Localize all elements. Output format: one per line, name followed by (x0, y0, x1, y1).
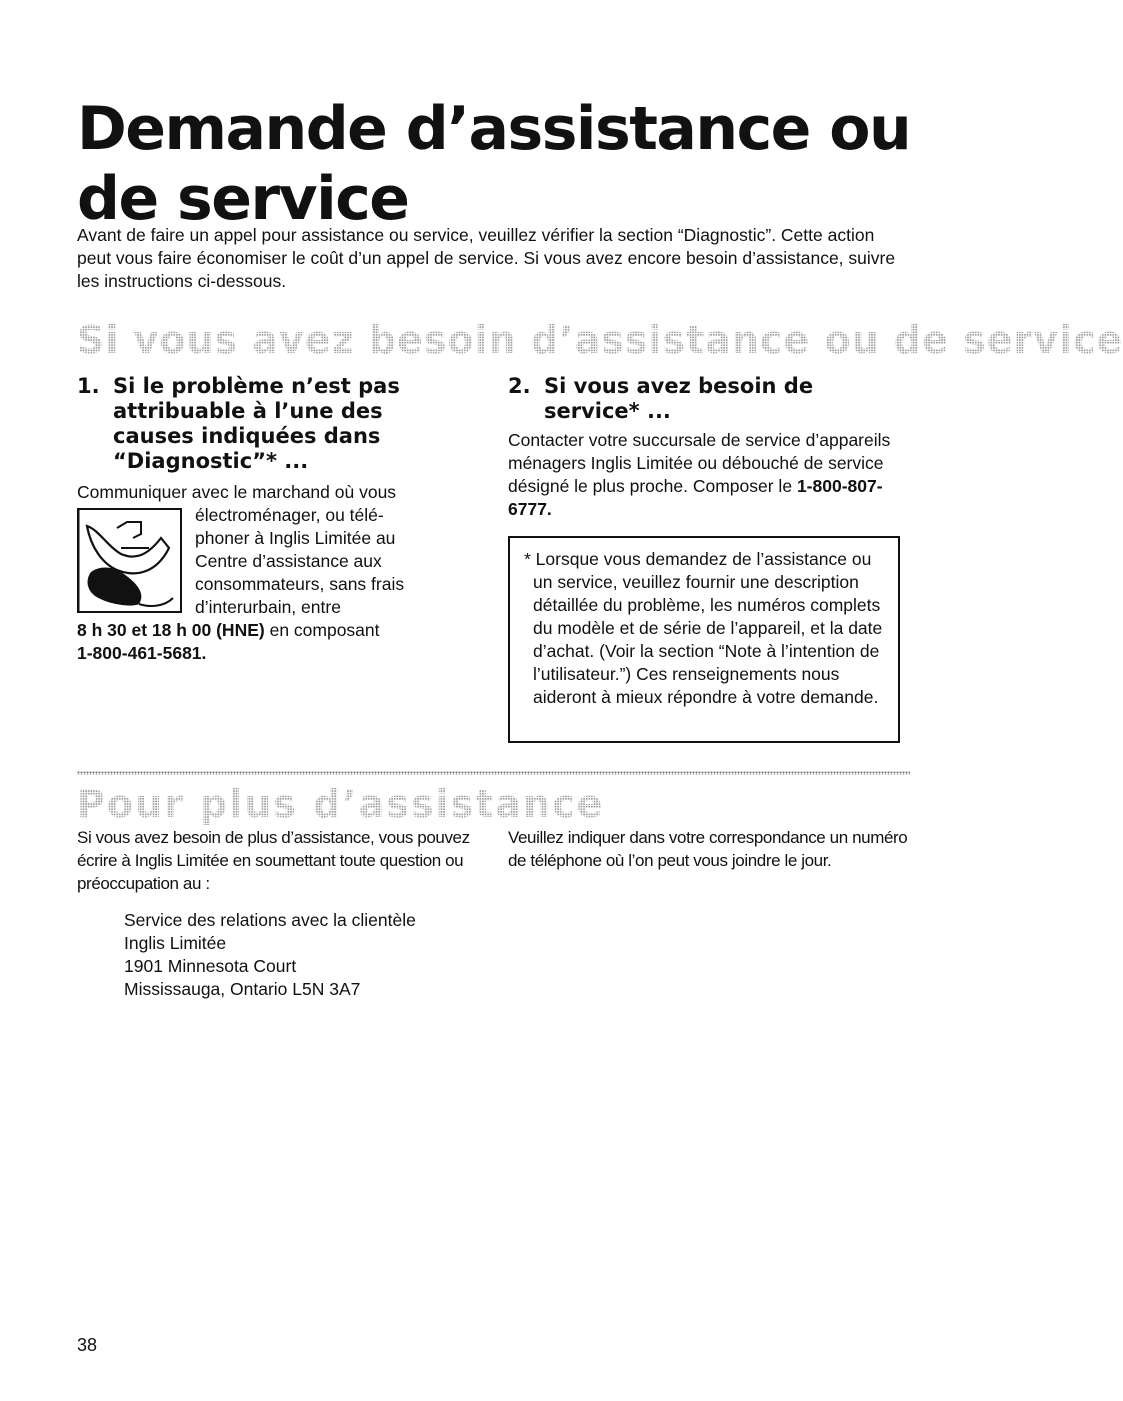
address-line: Service des relations avec la clientèle (124, 910, 416, 930)
phone-line: d’interurbain, entre (195, 597, 341, 617)
step-1-phone-block (77, 504, 457, 619)
more-help-right-text: Veuillez indiquer dans votre correspondance un numéro de téléphone où l’on peut vous joindre le jour. (508, 828, 908, 870)
step-1-lead: Communiquer avec le marchand où vous (77, 482, 397, 502)
more-help-left-column (77, 826, 487, 1001)
step-1-phone-text (195, 504, 465, 619)
address-line: Mississauga, Ontario L5N 3A7 (124, 979, 361, 999)
more-help-heading: Pour plus d’assistance (77, 782, 605, 826)
phone-line: Centre d’assistance aux (195, 551, 382, 571)
phone-line: phoner à Inglis Limitée au (195, 528, 396, 548)
step-1-title (77, 374, 457, 474)
telephone-icon (77, 508, 182, 613)
step-1-hours (77, 619, 457, 642)
more-help-right-column (508, 826, 908, 872)
note-text: * Lorsque vous demandez de l’assistance ou un service, veuillez fournir une description détaillée du problème, les numéros complets du modèle et de série de l’appareil, et la date d’achat. (Voir la section “Note à l’intention de l’utilisateur.”) Ces renseignements nous aideront à mieux répondre à votre demande. (524, 549, 883, 707)
step-2-title-text: Si vous avez besoin de service* ... (544, 374, 814, 423)
more-help-left-text: Si vous avez besoin de plus d’assistance, vous pouvez écrire à Inglis Limitée en soumettant toute question ou préoccupation au : (77, 828, 470, 893)
mailing-address (124, 909, 487, 1001)
phone-line: consommateurs, sans frais (195, 574, 405, 594)
address-line: Inglis Limitée (124, 933, 227, 953)
step-1-phone-number: 1-800-461-5681. (77, 643, 207, 663)
step-1-number: 1. (77, 374, 100, 398)
hours-text: 8 h 30 et 18 h 00 (HNE) (77, 620, 265, 640)
step-1-column (77, 374, 457, 665)
step-2-body (508, 429, 913, 521)
step-2-phone-number: 1-800-807-6777. (508, 476, 883, 519)
page-number: 38 (77, 1335, 98, 1355)
step-2-column (508, 374, 913, 521)
step-1-body (77, 481, 457, 665)
step-2-number: 2. (508, 374, 531, 398)
note-box (508, 536, 900, 743)
step-2-body-text: Contacter votre succursale de service d’appareils ménagers Inglis Limitée ou débouché de service désigné le plus proche. Composer le (508, 430, 891, 496)
step-1-title-text: Si le problème n’est pas attribuable à l’une des causes indiquées dans “Diagnostic”* ... (113, 374, 400, 473)
need-help-heading: Si vous avez besoin d’assistance ou de service (77, 318, 1123, 362)
intro-paragraph: Avant de faire un appel pour assistance ou service, veuillez vérifier la section “Diagnostic”. Cette action peut vous faire économiser le coût d’un appel de service. Si vous avez encore besoin d’assistance, suivre les instructions ci-dessous. (77, 225, 896, 291)
phone-line: électroménager, ou télé- (195, 505, 384, 525)
address-line: 1901 Minnesota Court (124, 956, 297, 976)
dotted-divider (77, 771, 910, 775)
step-2-title (508, 374, 913, 424)
hours-suffix: en composant (264, 620, 380, 640)
page-title: Demande d’assistance ou de service (77, 94, 911, 234)
